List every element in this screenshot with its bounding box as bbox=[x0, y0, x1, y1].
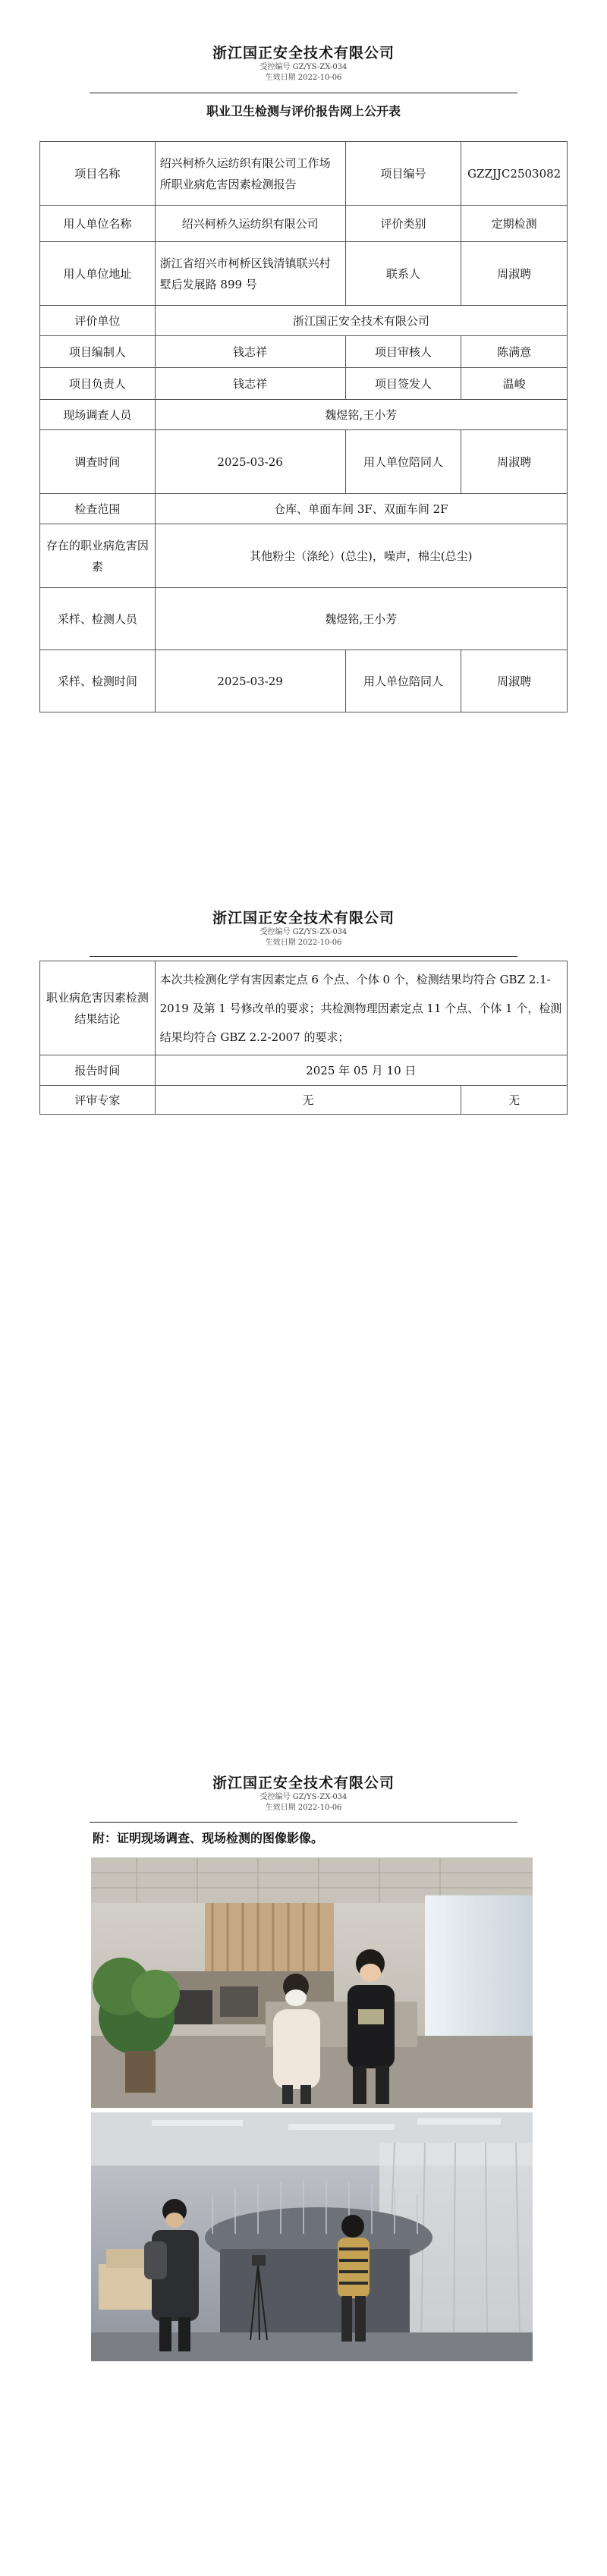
cell-label: 采样、检测人员 bbox=[40, 588, 156, 650]
cell-label: 评价类别 bbox=[345, 206, 461, 242]
page-header bbox=[0, 42, 607, 83]
site-detection-photo bbox=[91, 2112, 533, 2361]
cell-label: 项目审核人 bbox=[345, 336, 461, 368]
accompanying-person: 周淑聘 bbox=[461, 430, 568, 494]
cell-label: 联系人 bbox=[345, 242, 461, 306]
cell-label: 评价单位 bbox=[40, 306, 156, 336]
table-row bbox=[40, 400, 568, 430]
table-row bbox=[40, 368, 568, 400]
company-name: 浙江国正安全技术有限公司 bbox=[212, 910, 395, 926]
evaluation-type: 定期检测 bbox=[461, 206, 568, 242]
company-name: 浙江国正安全技术有限公司 bbox=[212, 45, 395, 61]
effective-date: 生效日期 2022-10-06 bbox=[265, 74, 342, 82]
cell-label: 职业病危害因素检测结果结论 bbox=[40, 961, 156, 1055]
table-row bbox=[40, 206, 568, 242]
report-title: 职业卫生检测与评价报告网上公开表 bbox=[206, 104, 401, 118]
page-header bbox=[0, 907, 607, 948]
cell-label: 评审专家 bbox=[40, 1086, 156, 1115]
project-name: 绍兴柯桥久运纺织有限公司工作场所职业病危害因素检测报告 bbox=[155, 142, 345, 206]
accompanying-person-2: 周淑聘 bbox=[461, 650, 568, 712]
conclusion-table bbox=[39, 961, 568, 1115]
cell-label: 用人单位地址 bbox=[40, 242, 156, 306]
table-row bbox=[40, 961, 568, 1055]
table-row bbox=[40, 524, 568, 588]
project-number: GZZJJC2503082 bbox=[461, 142, 568, 206]
sampling-staff: 魏煜铭,王小芳 bbox=[155, 588, 567, 650]
site-investigators: 魏煜铭,王小芳 bbox=[155, 400, 567, 430]
header-rule bbox=[90, 956, 517, 957]
page-header bbox=[0, 1772, 607, 1813]
survey-time: 2025-03-26 bbox=[155, 430, 345, 494]
detection-conclusion: 本次共检测化学有害因素定点 6 个点、个体 0 个，检测结果均符合 GBZ 2.1-2019 及第 1 号修改单的要求；共检测物理因素定点 11 个点、个体 1 个，检测结果均符合 GBZ 2.2-2007 的要求； bbox=[155, 961, 567, 1055]
cell-label: 项目编制人 bbox=[40, 336, 156, 368]
project-issuer: 温峻 bbox=[461, 368, 568, 400]
cell-label: 采样、检测时间 bbox=[40, 650, 156, 712]
evaluation-unit: 浙江国正安全技术有限公司 bbox=[155, 306, 567, 336]
inspection-scope: 仓库、单面车间 3F、双面车间 2F bbox=[155, 494, 567, 524]
sampling-time: 2025-03-29 bbox=[155, 650, 345, 712]
cell-label: 项目签发人 bbox=[345, 368, 461, 400]
review-experts: 无 bbox=[155, 1086, 461, 1115]
cell-label: 存在的职业病危害因素 bbox=[40, 524, 156, 588]
table-row bbox=[40, 336, 568, 368]
attachment-note: 附：证明现场调查、现场检测的图像影像。 bbox=[93, 1831, 324, 1845]
table-row bbox=[40, 588, 568, 650]
table-row bbox=[40, 430, 568, 494]
site-survey-photo bbox=[91, 1857, 533, 2108]
cell-label: 项目编号 bbox=[345, 142, 461, 206]
cell-label: 现场调查人员 bbox=[40, 400, 156, 430]
header-rule bbox=[90, 1822, 517, 1823]
control-number: 受控编号 GZ/YS-ZX-034 bbox=[259, 928, 348, 936]
table-row bbox=[40, 306, 568, 336]
project-leader: 钱志祥 bbox=[155, 368, 345, 400]
table-row bbox=[40, 142, 568, 206]
project-compiler: 钱志祥 bbox=[155, 336, 345, 368]
table-row bbox=[40, 494, 568, 524]
site-survey-photo-image bbox=[91, 1857, 533, 2108]
review-experts-extra: 无 bbox=[461, 1086, 568, 1115]
project-reviewer: 陈满意 bbox=[461, 336, 568, 368]
employer-name: 绍兴柯桥久运纺织有限公司 bbox=[155, 206, 345, 242]
contact-person: 周淑聘 bbox=[461, 242, 568, 306]
effective-date: 生效日期 2022-10-06 bbox=[265, 939, 342, 947]
hazard-factors: 其他粉尘（涤纶）(总尘)，噪声，棉尘(总尘) bbox=[155, 524, 567, 588]
control-number: 受控编号 GZ/YS-ZX-034 bbox=[259, 63, 348, 71]
table-row bbox=[40, 1055, 568, 1086]
control-number: 受控编号 GZ/YS-ZX-034 bbox=[259, 1793, 348, 1801]
cell-label: 用人单位陪同人 bbox=[345, 430, 461, 494]
effective-date: 生效日期 2022-10-06 bbox=[265, 1804, 342, 1812]
site-detection-photo-image bbox=[91, 2112, 533, 2361]
company-name: 浙江国正安全技术有限公司 bbox=[212, 1775, 395, 1791]
employer-address: 浙江省绍兴市柯桥区钱清镇联兴村墅后发展路 899 号 bbox=[155, 242, 345, 306]
cell-label: 用人单位名称 bbox=[40, 206, 156, 242]
cell-label: 调查时间 bbox=[40, 430, 156, 494]
report-time: 2025 年 05 月 10 日 bbox=[155, 1055, 567, 1086]
disclosure-table bbox=[39, 141, 568, 712]
cell-label: 报告时间 bbox=[40, 1055, 156, 1086]
table-row bbox=[40, 1086, 568, 1115]
cell-label: 检查范围 bbox=[40, 494, 156, 524]
cell-label: 项目名称 bbox=[40, 142, 156, 206]
table-row bbox=[40, 650, 568, 712]
cell-label: 用人单位陪同人 bbox=[345, 650, 461, 712]
cell-label: 项目负责人 bbox=[40, 368, 156, 400]
table-row bbox=[40, 242, 568, 306]
